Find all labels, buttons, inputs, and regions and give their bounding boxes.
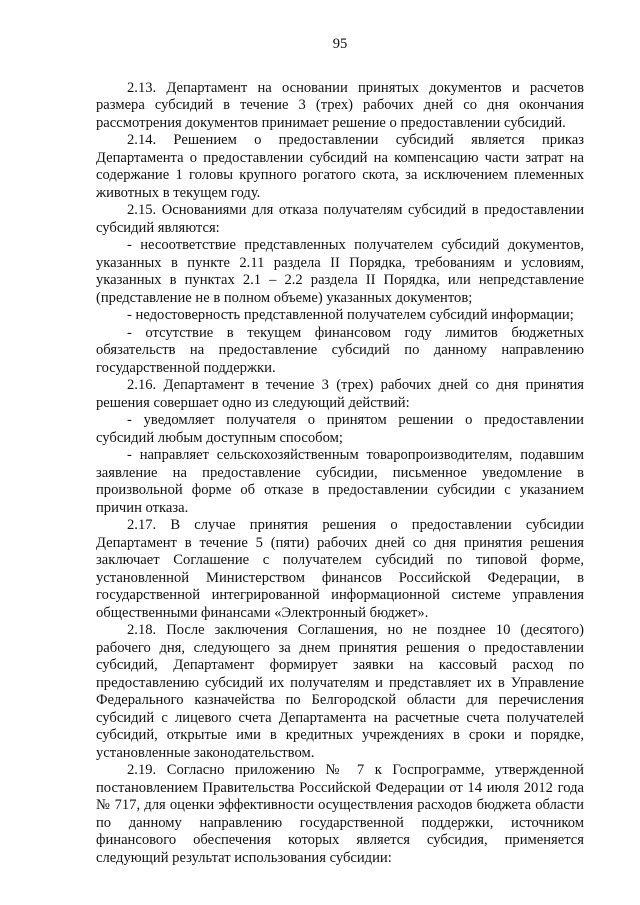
list-item-refusal-reason-3: - отсутствие в текущем финансовом году лимитов бюджетных обязательств на предоставление субсидий по данному направлению государственной поддержки. bbox=[96, 324, 584, 376]
list-item-refusal-reason-1: - несоответствие представленных получателем субсидий документов, указанных в пункте 2.11 раздела II Порядка, требованиям и условиям, указанных в пунктах 2.1 – 2.2 раздела II Порядка, или непредставление (представление не в полном объеме) указанных документов; bbox=[96, 237, 584, 306]
list-item-refusal-reason-2: - недостоверность представленной получателем субсидий информации; bbox=[127, 307, 574, 323]
list-item-action-1: - уведомляет получателя о принятом решении о предоставлении субсидий любым доступным способом; bbox=[96, 412, 584, 446]
paragraph-2-14: 2.14. Решением о предоставлении субсидий является приказ Департамента о предоставлении субсидий на компенсацию части затрат на содержание 1 головы крупного рогатого скота, за исключением племенных животных в текущем году. bbox=[96, 132, 584, 201]
paragraph-2-15: 2.15. Основаниями для отказа получателям субсидий в предоставлении субсидий являются: bbox=[96, 202, 584, 236]
page-number: 95 bbox=[332, 36, 348, 52]
paragraph-2-13: 2.13. Департамент на основании принятых документов и расчетов размера субсидий в течение 3 (трех) рабочих дней со дня окончания рассмотрения документов принимает решение о предоставлении субсидий. bbox=[96, 79, 584, 131]
paragraph-2-16: 2.16. Департамент в течение 3 (трех) рабочих дней со дня принятия решения совершает одно из следующий действий: bbox=[96, 377, 584, 411]
list-item-action-2: - направляет сельскохозяйственным товаропроизводителям, подавшим заявление на предоставление субсидии, письменное уведомление в произвольной форме об отказе в предоставлении субсидии с указанием причин отказа. bbox=[96, 447, 584, 516]
paragraph-2-17: 2.17. В случае принятия решения о предоставлении субсидии Департамент в течение 5 (пяти) рабочих дней со дня принятия решения заключает Соглашение с получателем субсидий по типовой форме, установленной Министерством финансов Российской Федерации, в государственной интегрированной информационной системе управления общественными финансами «Электронный бюджет». bbox=[96, 517, 584, 621]
paragraph-2-19: 2.19. Согласно приложению № 7 к Госпрограмме, утвержденной постановлением Правительства Российской Федерации от 14 июля 2012 года № 717, для оценки эффективности осуществления расходов бюджета области по данному направлению государственной поддержки, источником финансового обеспечения которых является субсидия, применяется следующий результат использования субсидии: bbox=[96, 762, 584, 866]
paragraph-2-18: 2.18. После заключения Соглашения, но не позднее 10 (десятого) рабочего дня, следующего за днем принятия решения о предоставлении субсидий, Департамент формирует заявки на кассовый расход по предоставлению субсидий их получателям и представляет их в Управление Федерального казначейства по Белгородской области для перечисления субсидий с лицевого счета Департамента на расчетные счета получателей субсидий, открытые ими в кредитных учреждениях в сроки и порядке, установленные законодательством. bbox=[96, 622, 584, 761]
